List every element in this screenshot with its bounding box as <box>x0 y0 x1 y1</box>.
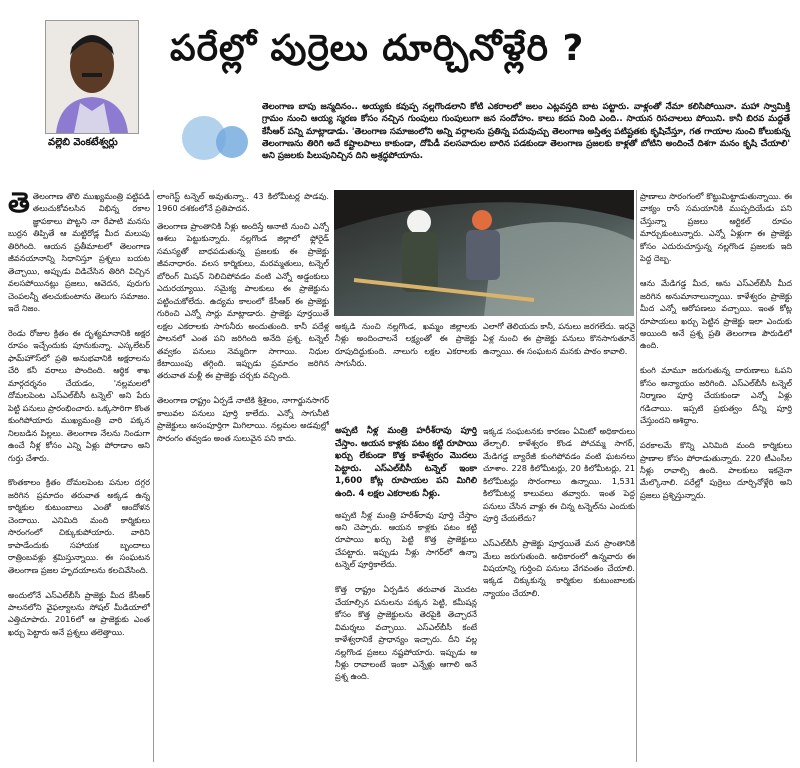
tunnel-rescue-photo <box>334 190 634 316</box>
column-2-text: తెలంగాణ ప్రాంతానికి నీళ్లు అందిస్తే ఆనాటి నుంచి ఎన్నో ఆశలు పెట్టుకున్నారు. నల్లగొండ జిల్లాలో ఫ్లోరైడ్ సమస్యతో బాధపడుతున్న ప్రజలకు ఈ ప్రాజెక్టు జీవనాధారం. వలస కార్మికులు, మరమ్మతులు, టన్నెల్ బోరింగ్ మిషన్ నిలిచిపోవడం వంటి ఎన్నో అడ్డంకులు ఎదురయ్యాయి. సమైక్య పాలకులు ఈ ప్రాజెక్టును పట్టించుకోలేదు. ఉద్యమ కాలంలో కేసీఆర్ ఈ ప్రాజెక్టు గురించి ఎన్నో సార్లు మాట్లాడారు. ప్రాజెక్టు పూర్తయితే లక్షల ఎకరాలకు సాగునీరు అందుతుంది. కానీ పదేళ్ల పాలనలో ఎంత పని జరిగింది అనేది ప్రశ్న. టన్నెల్ తవ్వకం పనులు నెమ్మదిగా సాగాయి. నిధుల కేటాయింపు తగ్గింది. ఇప్పుడు ప్రమాదం జరిగిన తరువాత మళ్లీ ఈ ప్రాజెక్టు చర్చకు వచ్చింది. తెలంగాణ రాష్ట్రం ఏర్పడే నాటికి శ్రీశైలం, నాగార్జునసాగర్ కాలువల పనులు పూర్తి కాలేదు. ఎన్నో సాగునీటి ప్రాజెక్టులు అసంపూర్తిగా మిగిలాయి. నల్లమల అడవుల్లో సొరంగం తవ్వడం అంత సులువైన పని కాదు. <box>157 221 329 443</box>
article-column-5 <box>640 190 792 762</box>
column-3-text: అప్పటి నీళ్ల మంత్రి హరీశ్‌రావు పూర్తి చేస్తాం అని చెప్పారు. ఆయన కాళ్లకు పటం కట్టి రూపాయి ఖర్చు పెట్టి కొత్త ప్రాజెక్టులు చేపట్టారు. ఇప్పుడు నీళ్లు సాగర్‌లో ఉన్నా టన్నెల్ పూర్తికాలేదు. కొత్త రాష్ట్రం ఏర్పడిన తరువాత మొదట చేయాల్సిన పనులను పక్కన పెట్టి, కమీషన్ల కోసం కొత్త ప్రాజెక్టులను తెరపైకి తెచ్చారనే విమర్శలు వచ్చాయి. ఎస్‌ఎల్‌బీసీ కంటే కాళేశ్వరానికే ప్రాధాన్యం ఇచ్చారు. దీని వల్ల నల్లగొండ ప్రజలు నష్టపోయారు. ఇప్పుడు ఆ నీళ్లు రావాలంటే ఇంకా ఎన్నేళ్లు ఆగాలి అనే ప్రశ్న ఉంది. <box>335 509 477 682</box>
column-1-text: తెలంగాణ తొలి ముఖ్యమంత్రి పట్టిపడి తలుచుకోవలసిన విభిన్న రకాల జ్ఞాపకాలు పొట్టని నా రేపాటి మనసు బుర్రన తిప్పితే ఆ మట్టిరోడ్ల మీద మలుపు తిరిగింది. ఆయన ప్రతీమాటలో తెలంగాణ జీవనయానాన్ని సిధానిస్తూ ప్రశ్నలు బయట తెచ్చాయి, అప్పుడు విడిచేసిన తిరిగి విచ్చిన వలసపోయినట్లు ప్రజలు, ఆవెదన, పురుగు చెంపలన్నీ తలచుకుంటాను తెలుగు సమాజం. ఇదే నిజం. రెండు రోజుల క్రితం ఈ దృశ్యమానానికి అక్షర రూపం ఇచ్చేందుకు పూనుకున్నా. ఎస్కలేటర్ ఫామ్‌హౌస్‌లో ప్రతి అనుభవానికి అక్షరాలను చేరి కనీ వరాలు పొందింది. ఆర్థిక శాఖ మార్గదర్శనం చేయడం, 'నల్లమలలో దోమలపెంట ఎస్‌ఎల్‌బీసీ టన్నెల్' అని పేరు పెట్టి పనులు ప్రారంభించారు. ఒక్కసారిగా కొంత కుంగిపోయారు ముఖ్యమంత్రి వారి పక్కన నిలబడిన పిల్లలు. తెలంగాణ నేలను నిండుగా ఉంచే నీళ్ల కోసం ఎన్ని ఏళ్లు పోరాడాం అని గుర్తు చేశారు. కొంతకాలం క్రితం దోమలపెంట పనుల దగ్గర జరిగిన ప్రమాదం తరువాత అక్కడ ఉన్న కార్మికుల కుటుంబాలు ఎంతో ఆందోళన చెందాయి. ఎనిమిది మంది కార్మికులు సొరంగంలో చిక్కుకుపోయారు. వారిని కాపాడేందుకు సహాయక బృందాలు రాత్రింబవళ్లు శ్రమిస్తున్నాయి. ఈ సంఘటన తెలంగాణ ప్రజల హృదయాలను కలచివేసింది. అందులోనే ఎస్‌ఎల్‌బీసీ ప్రాజెక్టు మీద కేసీఆర్ పాలనలోని వైఫల్యాలను సోషల్ మీడియాలో ఎత్తిచూపారు. 2016లో ఆ ప్రాజెక్టుకు ఎంత ఖర్చు పెట్టారు అనే ప్రశ్నలు తలెత్తాయి. <box>8 191 150 637</box>
intro-paragraph: తెలంగాణ బాపు జన్మదినం.. అయ్యకు కవుప్ప నల్లగొండలాని కోటి ఎకరాలలో జలం ఎట్లవస్తది బాట పట్టారు. వాళ్లంతో నేమా కలిసిపోయినా. మహా స్వామిక్తి గ్రామం నుంచి ఆయ్య స్మరణ కోసం నచ్చిన గుంపులు గుంపులుగా జన సందోహం. కాలు కదప నింది ఎంది.. సాయన రిసచాలలు పోయిని. కానీ బిరవ మద్దతే కేసీఆర్ పన్ని మాట్లాడాడు. 'తెలంగాణ సమాజంలోని అన్ని వర్గాలను ప్రతిన్న పదువుచ్చు తెలంగాణ అస్తిత్వ పటిష్టతకు కృషిచేస్తూ, గత గాయాల నుంచి కోలుకున్న తెలంగాణను తిరిగి అదే కష్టాలపాలు కాకుండా, దోపిడీ వలసవాదుల బారిన పడకుండా తెలంగాణ ప్రజలకు కాళ్లతో బోటిని అందించే దిశగా మనం కృషి చేయాలి' అని ప్రజలకు పిలుపునిచ్చిన దిని అశ్రద్ధపోయాను. <box>262 102 790 162</box>
column-divider <box>153 190 154 762</box>
author-photo <box>45 20 139 134</box>
article-header <box>0 0 800 162</box>
column-5-text: ప్రాణాలు సొరంగంలో కొట్టుమిట్టాడుతున్నాయి. ఈ వాక్యం రాసే సమయానికి ముప్పదియేడు పని చేస్తున్నా ప్రజలు ఆర్టికల్ రూపం మార్చుకుంటున్నారు. ఎన్నో ఏళ్లుగా ఈ ప్రాజెక్టు కోసం ఎదురుచూస్తున్న నల్లగొండ ప్రజలకు ఇది పెద్ద దెబ్బ. ఆను మేడిగడ్డ మీద, ఆను ఎస్‌ఎల్‌బీసీ మీద జరిగిన అనుమానాలున్నాయి. కాళేశ్వరం ప్రాజెక్టు మీద ఎన్నో ఆరోపణలు వచ్చాయి. ఇంత కోట్ల రూపాయలు ఖర్చు పెట్టిన ప్రాజెక్టు ఇలా ఎందుకు అయింది అనే ప్రశ్న ప్రతి తెలంగాణ పౌరుడిలో ఉంది. కుంగి మామూ జరుగుతున్న దారుణాలు ఓపని కోసం అన్యాయం జరిగింది. ఎస్‌ఎల్‌బీసీ టన్నెల్ నిర్మాణం పూర్తి చేయకుండా ఎన్నో ఏళ్లు గడిచాయి. ఇప్పటి ప్రభుత్వం దీన్ని పూర్తి చేస్తుందని ఆశిద్దాం. పరకాలమే కొన్ని ఎనిమిది మంది కార్మికులు ప్రాణాల కోసం పోరాడుతున్నారు. 220 టీఎంసీల నీళ్లు రావాల్సి ఉంది. పాలకులు ఇకనైనా మేల్కొనాలి. పరేల్లో పుర్రెలు దూర్చినోళ్లేరి అని ప్రజలు ప్రశ్నిస్తున్నారు. <box>640 191 792 500</box>
article-column-4-top <box>483 320 635 420</box>
pull-quote: అప్పటి నీళ్ల మంత్రి హరీశ్‌రావు పూర్తి చేస్తాం. ఆయన కాళ్లకు పటం కట్టి రూపాయి ఖర్చు లేకుండా కొత్త కాళేశ్వరం మొదలు పెట్టారు. ఎస్‌ఎల్‌బీసీ టన్నెల్ ఇంకా 1,600 కోట్ల రూపాయల పని మిగిలి ఉంది. 4 లక్షల ఎకరాలకు నీళ్లు. <box>335 426 477 499</box>
article-column-2 <box>157 220 329 762</box>
article-column-3-top <box>335 320 477 420</box>
column-divider <box>636 190 637 762</box>
headline: పరేల్లో పుర్రెలు దూర్చినోళ్లేరి ? <box>170 28 585 69</box>
author-name: వల్లెబి వెంకటేశ్వర్లు <box>48 137 118 148</box>
column-2-top-text: లాంగెస్ట్ టన్నెల్ అవుతున్నా.. 43 కిలోమీటర్ల పొడవు. 1960 దశకంలోనే ప్రతిపాదన. <box>157 191 329 214</box>
article-column-4 <box>483 425 635 762</box>
column-3-top-text: అక్కడి నుంచి నల్లగొండ, ఖమ్మం జిల్లాలకు నీళ్లు అందించాలనే లక్ష్యంతో ఈ ప్రాజెక్టు రూపుదిద్దుకుంది. నాలుగు లక్షల ఎకరాలకు సాగునీరు. <box>335 321 477 369</box>
article-column-2-top <box>157 190 329 220</box>
column-4-text: ఇక్కడ సంఘటనకు కారణం ఏమిటో అధికారులు తేల్చాలి. కాళేశ్వరం కొండ పోచమ్మ సాగర్, మేడిగడ్డ బ్యారేజీ కుంగిపోవడం వంటి ఘటనలు చూశాం. 228 కిలోమీటర్లు, 20 కిలోమీటర్లు, 21 కిలోమీటర్లు సొరంగాలు ఉన్నాయి. 1,531 కిలోమీటర్ల కాలువలు తవ్వారు. ఇంత పెద్ద పనులు చేసిన వాళ్లు ఈ చిన్న టన్నెల్‌ను ఎందుకు పూర్తి చేయలేదు? ఎస్‌ఎల్‌బీసీ ప్రాజెక్టు పూర్తయితే మన ప్రాంతానికి మేలు జరుగుతుంది. అధికారంలో ఉన్నవారు ఈ విషయాన్ని గుర్తించి పనులు వేగవంతం చేయాలి. ఇక్కడ చిక్కుకున్న కార్మికుల కుటుంబాలకు న్యాయం చేయాలి. <box>483 426 635 598</box>
decorative-circles-icon <box>180 110 260 170</box>
drop-cap: తె <box>8 190 30 219</box>
column-4-top-text: ఎలాగో తెలియదు కానీ, పనులు జరగలేదు. ఇరవై ఏళ్ల నుంచి ఈ ప్రాజెక్టు పనులు కొనసాగుతూనే ఉన్నాయి. ఈ సంఘటన మనకు పాఠం కావాలి. <box>483 321 635 356</box>
article-column-3 <box>335 425 477 762</box>
article-column-1 <box>8 190 150 762</box>
